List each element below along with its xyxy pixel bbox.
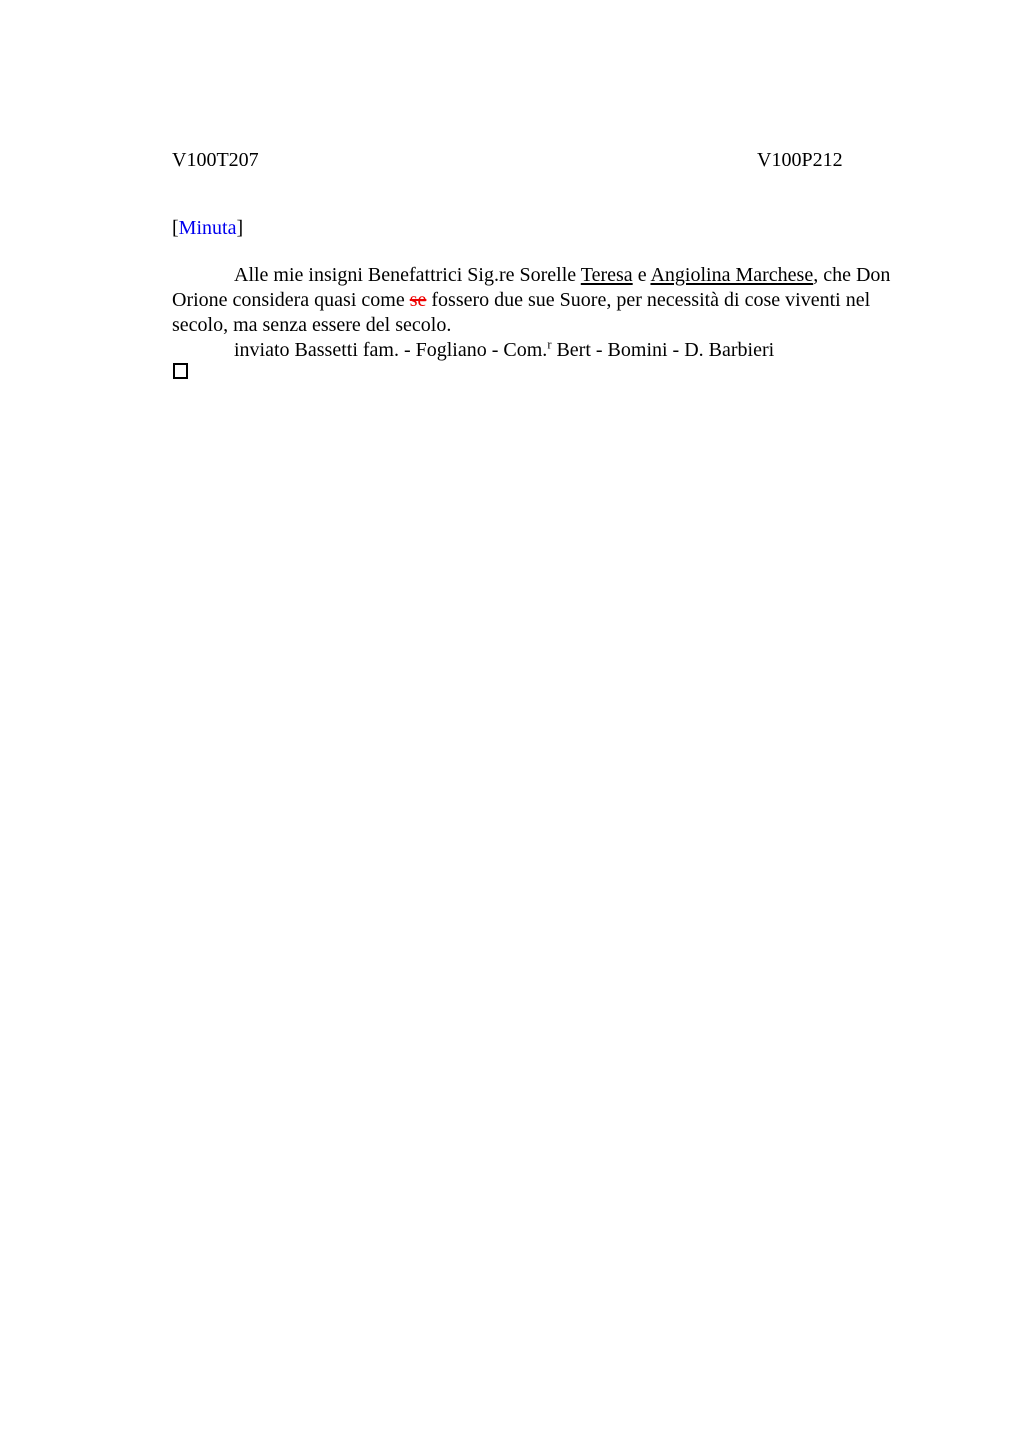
text-segment-strike-red: se xyxy=(409,289,427,311)
text-segment-superscript: r xyxy=(547,337,552,352)
document-line xyxy=(172,263,932,288)
minuta-annotation xyxy=(172,216,243,241)
header-right-code: V100P212 xyxy=(757,149,843,171)
minuta-link[interactable]: Minuta xyxy=(178,217,237,239)
text-segment-plain: Bert - Bomini - D. Barbieri xyxy=(551,339,775,361)
text-segment-plain: secolo, ma senza essere del secolo. xyxy=(172,314,452,336)
text-segment-plain: Alle mie insigni Benefattrici Sig.re Sorelle xyxy=(234,264,581,286)
text-segment-plain: inviato Bassetti fam. - Fogliano - Com. xyxy=(234,339,548,361)
text-segment-underline: Teresa xyxy=(580,264,633,286)
empty-square-icon xyxy=(173,363,188,379)
text-segment-plain: , che Don xyxy=(813,264,891,286)
document-paragraph xyxy=(172,263,932,363)
header-left-code: V100T207 xyxy=(172,149,259,171)
text-segment-underline: Angiolina Marchese xyxy=(650,264,814,286)
text-segment-plain: Orione considera quasi come xyxy=(172,289,410,311)
bracket-close: ] xyxy=(236,217,244,239)
document-line xyxy=(172,313,932,338)
text-segment-plain: fossero due sue Suore, per necessità di cose viventi nel xyxy=(426,289,871,311)
text-segment-plain: e xyxy=(632,264,651,286)
bracket-open: [ xyxy=(172,217,179,239)
document-line xyxy=(172,338,932,363)
document-line xyxy=(172,288,932,313)
